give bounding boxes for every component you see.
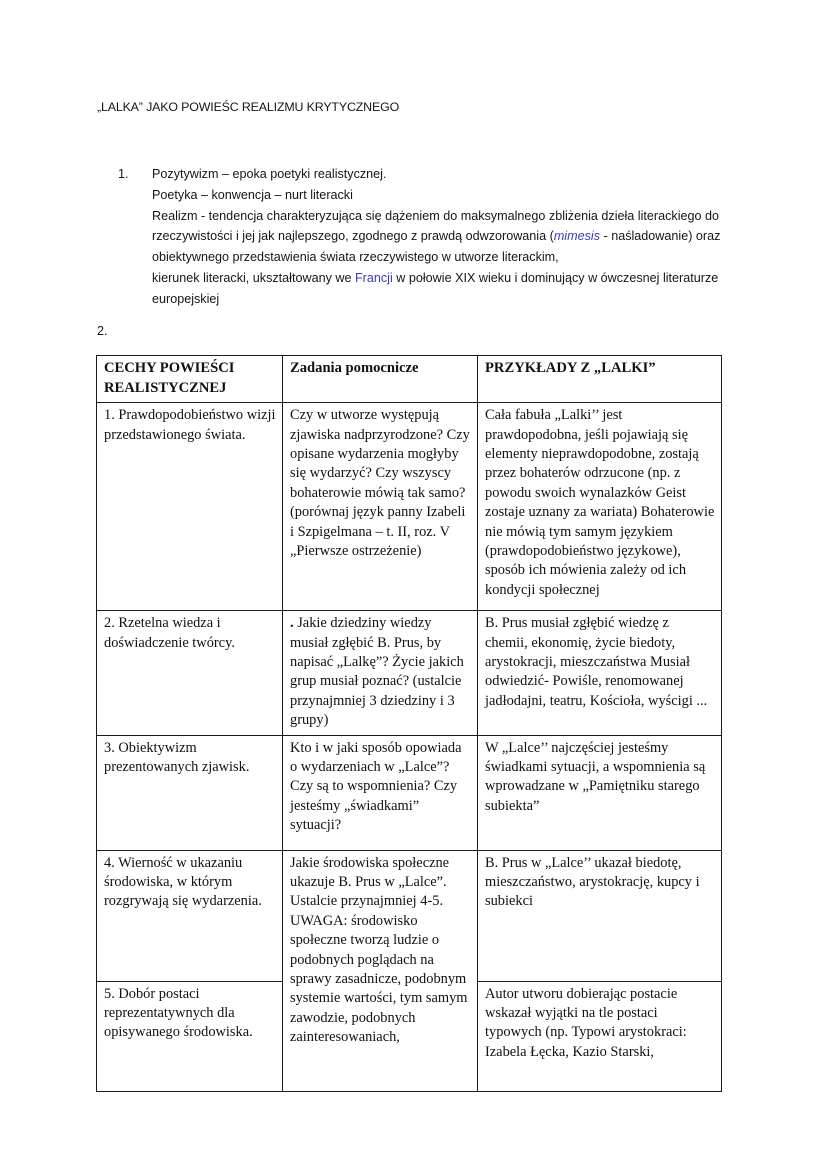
table-row bbox=[97, 611, 722, 735]
intro-line-2: Poetyka – konwencja – nurt literacki bbox=[152, 187, 353, 202]
cell-example-2: B. Prus musiał zgłębić wiedzę z chemii, ekonomię, życie biedoty, arystokracji, mieszczaństwa Musiał odwiedzić- Powiśle, renomowanej jadłodajni, teatru, Kościoła, wyścigi ... bbox=[478, 611, 722, 735]
realizm-text-suffix: - naśladowanie) oraz obiektywnego przedstawienia świata rzeczywistego w utworze literackim, bbox=[152, 229, 721, 265]
cell-feature-2: 2. Rzetelna wiedza i doświadczenie twórcy. bbox=[97, 611, 283, 735]
cell-task-4-5-merged: Jakie środowiska społeczne ukazuje B. Prus w „Lalce”. Ustalcie przynajmniej 4-5. UWAGA: środowisko społeczne tworzą ludzie o podobnych poglądach na sprawy zasadnicze, podobnym systemie wartości, tym samym zawodzie, podobnych zainteresowaniach, bbox=[283, 850, 478, 1091]
cell-feature-1: 1. Prawdopodobieństwo wizji przedstawionego świata. bbox=[97, 403, 283, 611]
intro-definition-kierunek bbox=[152, 268, 730, 310]
intro-line-1: Pozytywizm – epoka poetyki realistycznej. bbox=[152, 167, 387, 181]
mimesis-term: mimesis bbox=[553, 229, 600, 244]
task-2-text: Jakie dziedziny wiedzy musiał zgłębić B. Prus, by napisać „Lalkę”? Życie jakich grup musiał poznać? (ustalcie przynajmniej 3 dziedziny i 3 grupy) bbox=[290, 615, 464, 729]
page-title: „LALKA” JAKO POWIEŚC REALIZMU KRYTYCZNEGO bbox=[97, 100, 400, 114]
table-row bbox=[97, 403, 722, 611]
cell-feature-5: 5. Dobór postaci reprezentatywnych dla opisywanego środowiska. bbox=[97, 981, 283, 1091]
list-item-body bbox=[152, 164, 730, 310]
cell-task-3: Kto i w jaki sposób opowiada o wydarzeniach w „Lalce”? Czy są to wspomnienia? Czy jesteśmy „świadkami” sytuacji? bbox=[283, 735, 478, 850]
kierunek-text-prefix: kierunek literacki, ukształtowany we bbox=[152, 270, 355, 285]
intro-list bbox=[118, 164, 730, 310]
table-row bbox=[97, 735, 722, 850]
table-row bbox=[97, 850, 722, 981]
cell-example-5: Autor utworu dobierając postacie wskazał wyjątki na tle postaci typowych (np. Typowi arystokraci: Izabela Łęcka, Kazio Starski, bbox=[478, 981, 722, 1091]
francji-term: Francji bbox=[354, 270, 393, 285]
features-table bbox=[96, 355, 722, 1092]
list-item bbox=[118, 164, 730, 310]
list-item-number: 1. bbox=[118, 167, 129, 181]
table-header-row bbox=[97, 356, 722, 403]
cell-feature-4: 4. Wierność w ukazaniu środowiska, w którym rozgrywają się wydarzenia. bbox=[97, 850, 283, 981]
intro-definition-realizm bbox=[152, 206, 730, 268]
cell-example-3: W „Lalce’’ najczęściej jesteśmy świadkami sytuacji, a wspomnienia są wprowadzane w „Pamiętniku starego subiekta” bbox=[478, 735, 722, 850]
column-header-examples: PRZYKŁADY Z „LALKI” bbox=[478, 356, 722, 403]
cell-task-2 bbox=[283, 611, 478, 735]
cell-example-1: Cała fabuła „Lalki’’ jest prawdopodobna, jeśli pojawiają się elementy nieprawdopodobne, zostają przez bohaterów odrzucone (np. z powodu swoich wynalazków Geist zostaje uznany za wariata) Bohaterowie nie mówią tym samym językiem (prawdopodobieństwo językowe), sposób ich mówienia zależy od ich kondycji społecznej bbox=[478, 403, 722, 611]
features-table-wrapper bbox=[96, 355, 721, 1092]
cell-example-4: B. Prus w „Lalce’’ ukazał biedotę, mieszczaństwo, arystokrację, kupcy i subiekci bbox=[478, 850, 722, 981]
realizm-text-prefix: Realizm - tendencja charakteryzująca się dążeniem do maksymalnego zbliżenia dzieła literackiego do rzeczywistości i jej jak najlepszego, zgodnego z prawdą odwzorowania ( bbox=[152, 208, 720, 244]
kierunek-text-suffix: w połowie XIX wieku i dominujący w ówczesnej literaturze europejskiej bbox=[152, 270, 719, 306]
column-header-features: CECHY POWIEŚCI REALISTYCZNEJ bbox=[97, 356, 283, 403]
task-2-bold-lead: . bbox=[290, 615, 294, 632]
section-marker-2: 2. bbox=[97, 324, 108, 338]
cell-feature-3: 3. Obiektywizm prezentowanych zjawisk. bbox=[97, 735, 283, 850]
cell-task-1: Czy w utworze występują zjawiska nadprzyrodzone? Czy opisane wydarzenia mogłyby się wydarzyć? Czy wszyscy bohaterowie mówią tak samo? (porównaj język panny Izabeli i Szpigelmana – t. II, roz. V „Pierwsze ostrzeżenie) bbox=[283, 403, 478, 611]
column-header-tasks: Zadania pomocnicze bbox=[283, 356, 478, 403]
